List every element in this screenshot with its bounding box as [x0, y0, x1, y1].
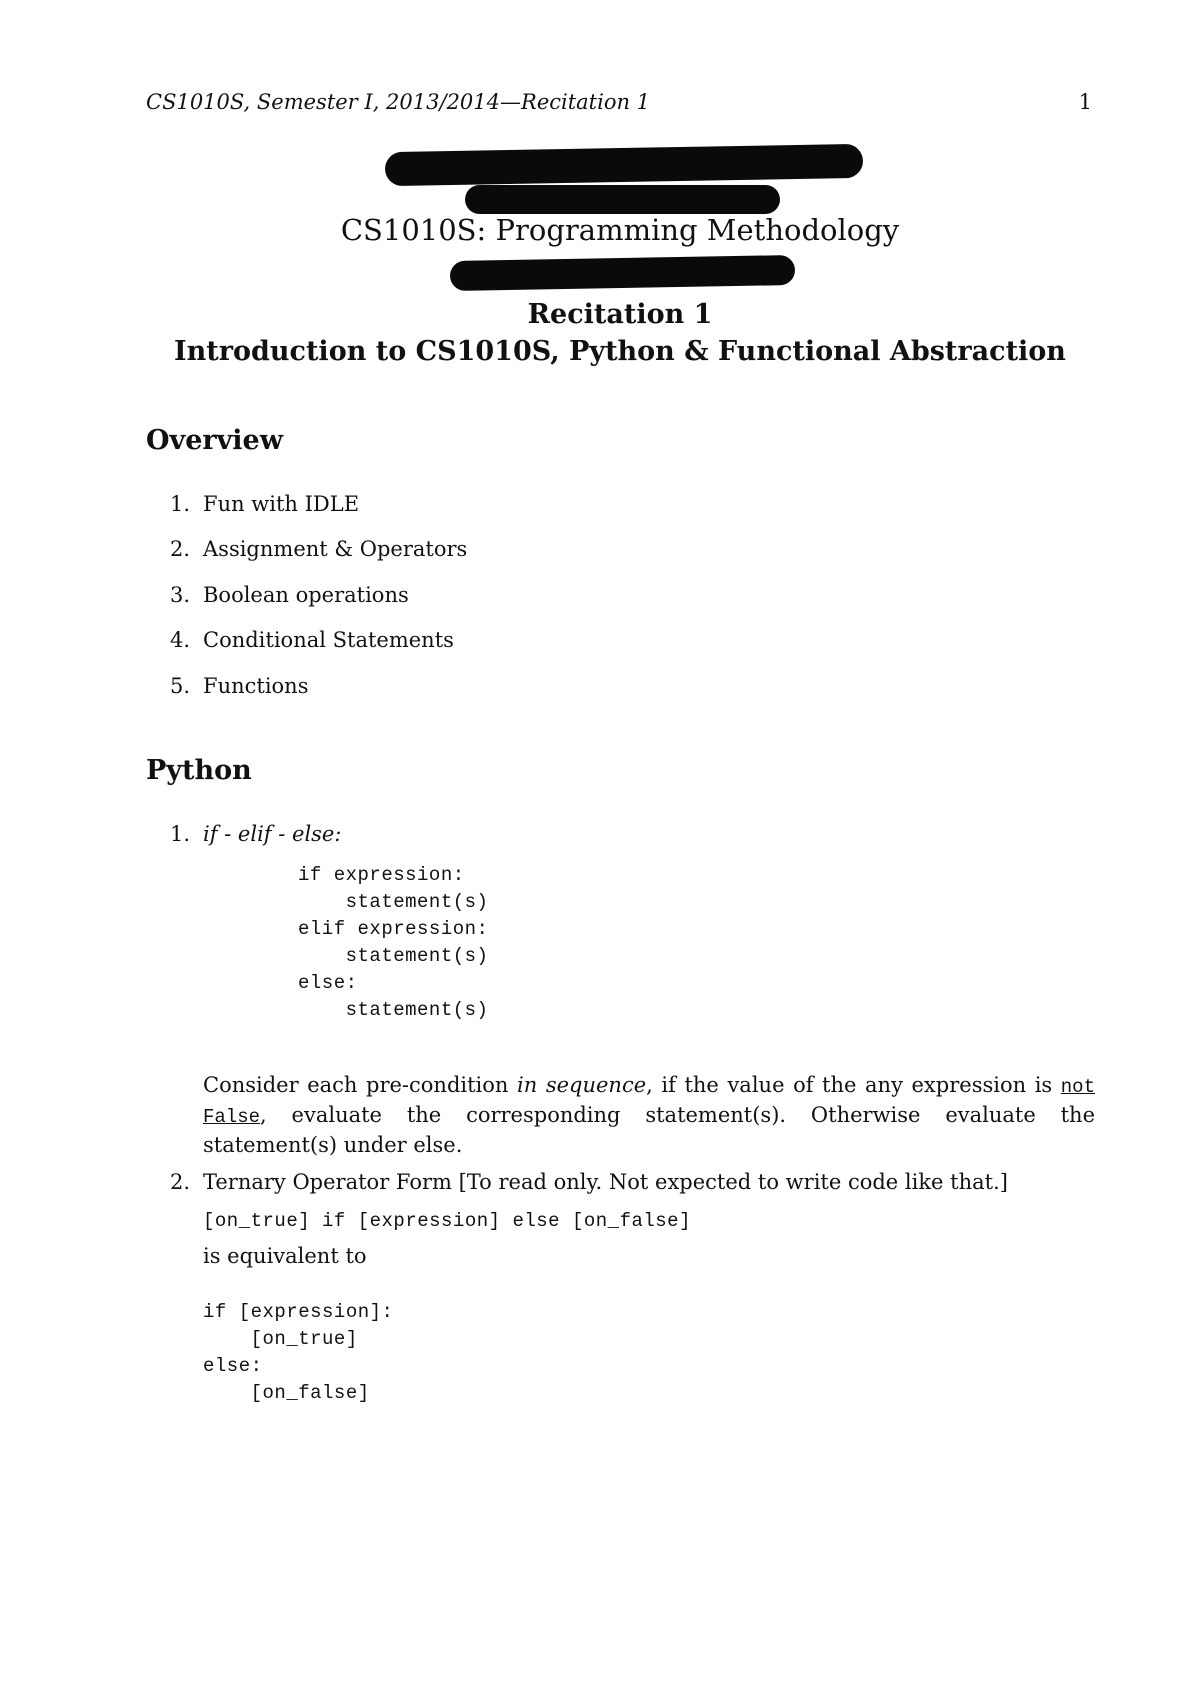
python-item-number: 1.: [170, 822, 191, 846]
if-elif-else-explanation: [203, 1071, 1095, 1159]
python-item-2-title: [170, 1170, 1008, 1194]
explanation-underlined-code: not False: [203, 1076, 1095, 1128]
overview-item-text: Boolean operations: [203, 583, 409, 607]
overview-item-2: [170, 537, 467, 561]
ternary-equivalent-code: if [expression]: [on_true] else: [on_false]: [203, 1301, 394, 1404]
overview-item-number: 4.: [170, 628, 191, 652]
overview-heading: Overview: [146, 425, 283, 456]
ternary-inline-code: [on_true] if [expression] else [on_false]: [203, 1210, 691, 1232]
course-title: CS1010S: Programming Methodology: [340, 213, 900, 247]
overview-item-number: 3.: [170, 583, 191, 607]
overview-item-number: 2.: [170, 537, 191, 561]
redaction-bar-1: [385, 144, 864, 186]
overview-item-text: Functions: [203, 674, 309, 698]
overview-item-text: Conditional Statements: [203, 628, 454, 652]
running-head: CS1010S, Semester I, 2013/2014—Recitation 1: [146, 90, 651, 114]
overview-item-5: [170, 674, 308, 698]
recitation-subtitle: Introduction to CS1010S, Python & Functional Abstraction: [174, 336, 1066, 367]
overview-item-1: [170, 492, 359, 516]
overview-item-text: Fun with IDLE: [203, 492, 360, 516]
explanation-text: , evaluate the corresponding statement(s). Otherwise evaluate the statement(s) under else.: [203, 1103, 1095, 1157]
recitation-title: Recitation 1: [527, 299, 713, 330]
equivalence-text: is equivalent to: [203, 1244, 367, 1268]
overview-item-number: 5.: [170, 674, 191, 698]
if-elif-else-code: if expression: statement(s) elif expression: statement(s) else: statement(s): [298, 864, 489, 1021]
explanation-emphasis: in sequence: [517, 1073, 647, 1097]
overview-item-4: [170, 628, 454, 652]
explanation-text: , if the value of the any expression is: [646, 1073, 1061, 1097]
python-item-2-heading: Ternary Operator Form [To read only. Not expected to write code like that.]: [203, 1170, 1008, 1194]
python-heading: Python: [146, 755, 252, 786]
page-number: 1: [1078, 90, 1092, 114]
python-item-number: 2.: [170, 1170, 191, 1194]
redaction-bar-3: [450, 255, 795, 291]
overview-item-text: Assignment & Operators: [203, 537, 468, 561]
redaction-bar-2: [465, 185, 780, 214]
overview-item-number: 1.: [170, 492, 191, 516]
python-item-1-heading: if - elif - else:: [203, 822, 342, 846]
overview-item-3: [170, 583, 409, 607]
explanation-text: Consider each pre-condition: [203, 1073, 518, 1097]
python-item-1-title: [170, 822, 341, 846]
